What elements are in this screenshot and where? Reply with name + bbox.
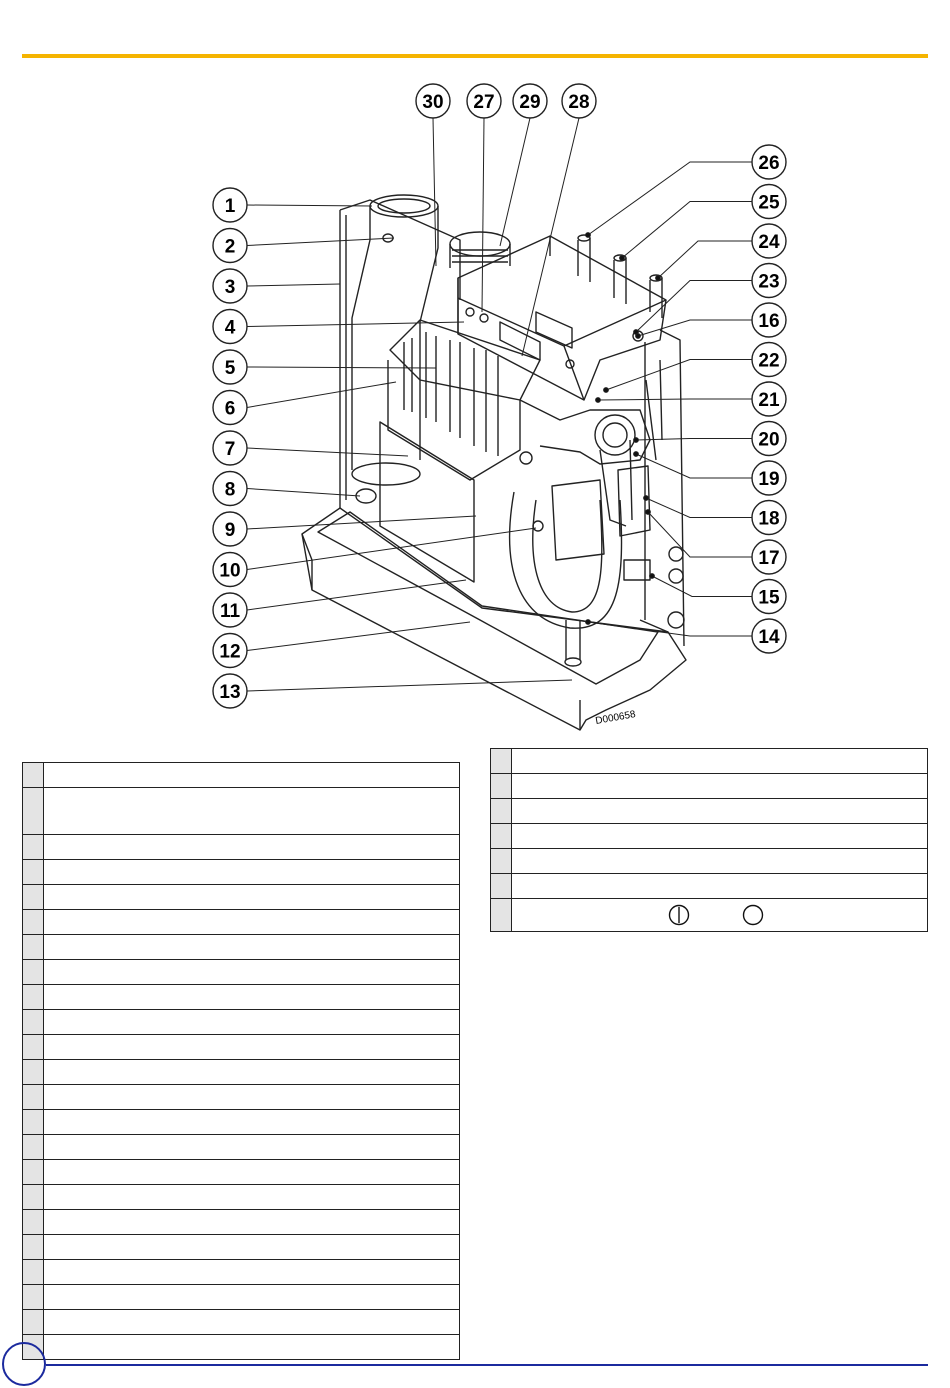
callout-16-label: 16 [758,311,780,332]
legend-number-cell [23,1235,44,1260]
callout-25-target [620,256,625,261]
legend-row [23,1335,460,1360]
callout-10-label: 10 [219,560,241,582]
power-off-icon [742,904,764,926]
legend-description-cell [44,1160,460,1185]
legend-description-cell [44,763,460,788]
legend-row [23,1235,460,1260]
legend-number-cell [23,1085,44,1110]
callout-19-label: 19 [758,469,780,490]
footer-rule [46,1364,928,1366]
callout-22-target [604,388,609,393]
legend-number-cell [23,885,44,910]
legend-table-left [22,762,460,1360]
callout-24-target [656,276,661,281]
legend-description-cell [44,1035,460,1060]
legend-description-cell [44,935,460,960]
legend-row [23,1010,460,1035]
legend-row [23,960,460,985]
legend-number-cell [491,749,512,774]
legend-number-cell [491,799,512,824]
legend-row [23,1085,460,1110]
boiler-drawing [0,60,950,740]
legend-row [23,885,460,910]
legend-description-cell [44,985,460,1010]
legend-description-cell [512,899,928,932]
legend-number-cell [23,763,44,788]
legend-row [23,1135,460,1160]
legend-description-cell [44,860,460,885]
callout-26-target [586,233,591,238]
legend-number-cell [23,1160,44,1185]
legend-description-cell [44,1260,460,1285]
legend-number-cell [23,985,44,1010]
legend-description-cell [44,1135,460,1160]
legend-row [23,1060,460,1085]
callout-24-label: 24 [758,232,780,253]
callout-19-target [634,452,639,457]
callout-18-label: 18 [758,508,780,530]
page-number-circle [2,1342,46,1386]
legend-description-cell [44,1335,460,1360]
callout-top-30-leader [433,118,436,266]
legend-number-cell [23,1010,44,1035]
callout-12-leader [247,622,470,651]
legend-description-cell [44,1110,460,1135]
callout-13-leader [247,680,572,691]
callout-21-label: 21 [758,390,780,411]
legend-row [23,935,460,960]
legend-row [491,799,928,824]
legend-description-cell [44,1310,460,1335]
callout-21-target [596,398,601,403]
callout-14-label: 14 [758,627,780,648]
header-rule [22,54,928,58]
callout-9-leader [247,516,476,529]
legend-row [23,1160,460,1185]
leader-lines [247,118,752,691]
legend-description-cell [44,1235,460,1260]
callout-3-label: 3 [224,277,236,298]
legend-description-cell [512,749,928,774]
callout-22-label: 22 [758,350,780,372]
callout-4-label: 4 [224,317,236,339]
legend-description-cell [512,824,928,849]
callout-14-target [586,620,591,625]
legend-row [23,1185,460,1210]
callout-27-label: 27 [473,92,495,113]
callout-17-target [646,510,651,515]
legend-number-cell [23,1260,44,1285]
legend-row [491,849,928,874]
legend-description-cell [44,1060,460,1085]
callout-22-leader [606,360,752,391]
callout-top-29-leader [500,118,530,246]
legend-number-cell [23,910,44,935]
callout-12-label: 12 [219,641,241,663]
callout-19-leader [636,454,752,478]
legend-number-cell [23,1310,44,1335]
callout-18-leader [646,498,752,518]
legend-number-cell [23,1110,44,1135]
callout-2-leader [247,238,394,246]
legend-row [23,1310,460,1335]
callout-21-leader [598,399,752,400]
legend-number-cell [491,899,512,932]
callout-20-label: 20 [758,429,780,451]
legend-row [23,910,460,935]
legend-number-cell [23,860,44,885]
callout-9-label: 9 [224,520,236,541]
callout-11-label: 11 [219,601,241,622]
callout-16-target [636,334,641,339]
legend-description-cell [44,885,460,910]
legend-row [23,763,460,788]
callout-top-28-leader [522,118,579,356]
legend-description-cell [44,960,460,985]
callout-8-label: 8 [224,479,236,501]
legend-row [491,749,928,774]
legend-row [23,1210,460,1235]
legend-number-cell [491,824,512,849]
legend-number-cell [23,1060,44,1085]
legend-number-cell [491,774,512,799]
callout-top-27-leader [482,118,484,312]
legend-description-cell [44,1185,460,1210]
callout-2-label: 2 [224,236,236,258]
legend-row [491,824,928,849]
callout-8-leader [247,489,360,497]
legend-row [23,1260,460,1285]
callout-25-leader [622,202,752,259]
callout-30-label: 30 [422,92,444,113]
legend-row [23,1285,460,1310]
legend-row [23,1110,460,1135]
callout-20-target [634,438,639,443]
legend-description-cell [512,849,928,874]
legend-number-cell [23,1285,44,1310]
legend-description-cell [44,1010,460,1035]
callout-15-label: 15 [758,587,780,609]
legend-description-cell [512,799,928,824]
callout-10-leader [247,528,536,570]
callout-6-leader [247,382,396,408]
legend-number-cell [491,849,512,874]
legend-description-cell [44,1285,460,1310]
legend-description-cell [44,788,460,835]
legend-row [491,774,928,799]
legend-description-cell [512,874,928,899]
callout-5-label: 5 [224,358,236,379]
callout-18-target [644,496,649,501]
legend-number-cell [23,788,44,835]
power-on-icon [668,904,690,926]
callout-28-label: 28 [568,92,590,113]
legend-row [23,985,460,1010]
legend-number-cell [23,1185,44,1210]
callout-6-label: 6 [224,398,236,420]
drawing-code: D000658 [594,709,637,727]
legend-number-cell [23,1210,44,1235]
legend-row [23,1035,460,1060]
legend-table-right [490,748,928,932]
callout-17-leader [648,512,752,557]
callout-7-label: 7 [224,439,236,460]
legend-number-cell [23,960,44,985]
legend-description-cell [44,1210,460,1235]
legend-row [23,835,460,860]
callout-17-label: 17 [758,548,780,569]
legend-description-cell [44,835,460,860]
callout-15-target [650,574,655,579]
callout-29-label: 29 [519,92,541,113]
callout-23-label: 23 [758,271,780,293]
callout-26-label: 26 [758,153,780,174]
switch-symbols [668,904,764,926]
callout-26-leader [588,162,752,235]
legend-row [491,874,928,899]
legend-row [23,860,460,885]
callout-1-label: 1 [224,196,236,217]
callout-7-leader [247,448,408,456]
boiler-exploded-figure [0,60,950,740]
legend-number-cell [23,835,44,860]
legend-number-cell [491,874,512,899]
legend-number-cell [23,935,44,960]
legend-row [23,788,460,835]
legend-description-cell [512,774,928,799]
callout-3-leader [247,284,340,286]
callout-13-label: 13 [219,682,241,703]
legend-number-cell [23,1035,44,1060]
callout-16-leader [638,320,752,336]
legend-description-cell [44,910,460,935]
callout-15-leader [652,576,752,597]
legend-description-cell [44,1085,460,1110]
boiler-outline [302,195,686,730]
callout-24-leader [658,241,752,278]
legend-number-cell [23,1135,44,1160]
callout-25-label: 25 [758,192,780,214]
legend-row [491,899,928,932]
